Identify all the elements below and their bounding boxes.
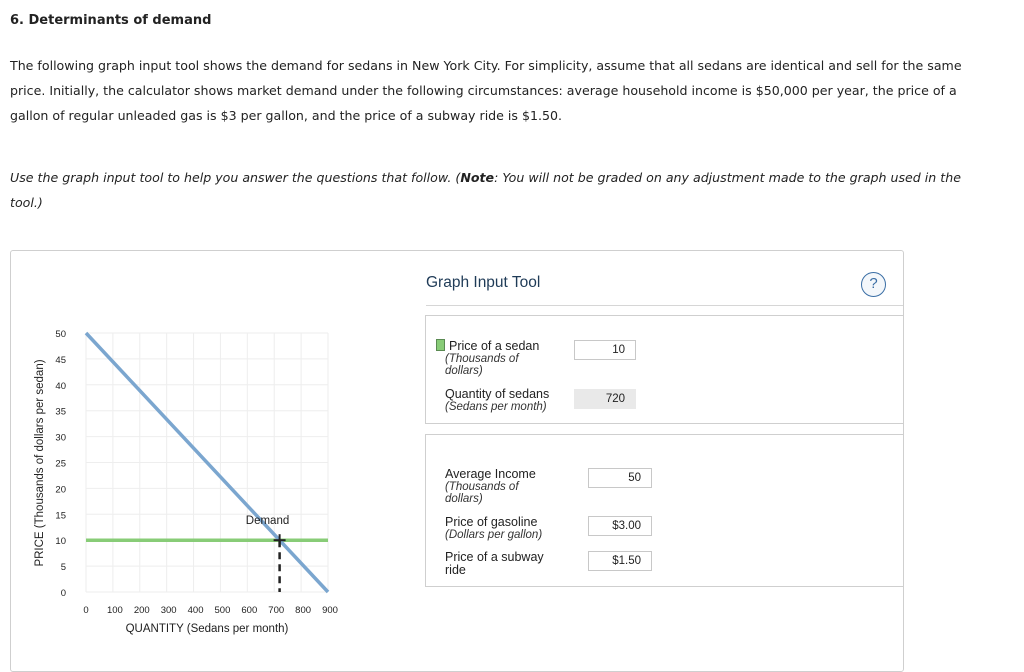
tool-title: Graph Input Tool xyxy=(426,274,541,291)
question-heading: 6. Determinants of demand xyxy=(10,13,212,28)
x-tick-label: 400 xyxy=(187,605,204,616)
x-tick-label: 900 xyxy=(322,605,338,616)
price-field-label-group xyxy=(436,339,576,377)
demand-chart xyxy=(26,322,366,640)
subway-label-group xyxy=(445,551,565,577)
quantity-sublabel: (Sedans per month) xyxy=(445,401,547,413)
income-sublabel: (Thousands of dollars) xyxy=(445,481,519,505)
x-tick-label: 200 xyxy=(133,605,150,616)
instruction-pre: Use the graph input tool to help you answer the questions that follow. ( xyxy=(10,170,461,185)
gas-label: Price of gasoline xyxy=(445,515,538,529)
x-axis-label: QUANTITY (Sedans per month) xyxy=(125,623,289,635)
gas-input[interactable]: $3.00 xyxy=(588,516,652,536)
price-swatch-icon xyxy=(436,339,445,351)
y-tick-label: 50 xyxy=(55,329,66,340)
quantity-label-group xyxy=(445,388,585,413)
gas-label-group xyxy=(445,516,585,541)
help-icon[interactable]: ? xyxy=(861,272,886,297)
x-tick-label: 300 xyxy=(160,605,177,616)
y-tick-label: 40 xyxy=(55,380,66,392)
chart-axis-labels xyxy=(34,359,289,635)
income-label-group xyxy=(445,468,575,505)
y-tick-label: 25 xyxy=(55,458,66,470)
instruction-post: : You will not be graded on any adjustment made to the graph used in the tool.) xyxy=(10,170,961,210)
y-tick-label: 45 xyxy=(55,354,66,366)
y-tick-label: 0 xyxy=(60,588,66,599)
subway-label: Price of a subway ride xyxy=(445,550,544,577)
price-input[interactable]: 10 xyxy=(574,340,636,360)
subway-input[interactable]: $1.50 xyxy=(588,551,652,571)
gas-sublabel: (Dollars per gallon) xyxy=(445,529,543,541)
x-tick-label: 700 xyxy=(268,605,285,616)
y-tick-label: 5 xyxy=(60,562,66,574)
y-tick-label: 35 xyxy=(55,406,66,418)
y-tick-label: 20 xyxy=(55,484,66,496)
x-tick-label: 100 xyxy=(106,605,123,616)
price-label xyxy=(436,339,576,353)
x-tick-label: 500 xyxy=(214,605,231,616)
price-sublabel: (Thousands of dollars) xyxy=(445,353,519,377)
x-tick-label: 800 xyxy=(295,605,312,616)
instruction-note: Note xyxy=(460,170,495,185)
quantity-output: 720 xyxy=(574,389,636,409)
quantity-label: Quantity of sedans xyxy=(445,387,550,401)
question-paragraph: The following graph input tool shows the demand for sedans in New York City. For simplicity, assume that all sedans are identical and sell for the same price. Initially, the calculator shows market demand under the following circumstances: average household income is $50,000 per year, the price of a gallon of regular unleaded gas is $3 per gallon, and the price of a subway ride is $1.50. xyxy=(10,58,962,123)
y-tick-label: 10 xyxy=(55,536,66,548)
x-tick-label: 600 xyxy=(241,605,258,616)
y-tick-label: 30 xyxy=(55,432,66,444)
instruction-text xyxy=(10,165,970,215)
price-label-text: Price of a sedan xyxy=(449,339,540,353)
chart-ticks xyxy=(55,329,338,616)
y-tick-label: 15 xyxy=(55,510,66,522)
title-divider xyxy=(426,305,903,306)
x-tick-label: 0 xyxy=(83,605,89,616)
income-input[interactable]: 50 xyxy=(588,468,652,488)
income-label: Average Income xyxy=(445,467,536,481)
y-axis-label: PRICE (Thousands of dollars per sedan) xyxy=(34,359,46,567)
demand-curve-label: Demand xyxy=(245,515,290,528)
